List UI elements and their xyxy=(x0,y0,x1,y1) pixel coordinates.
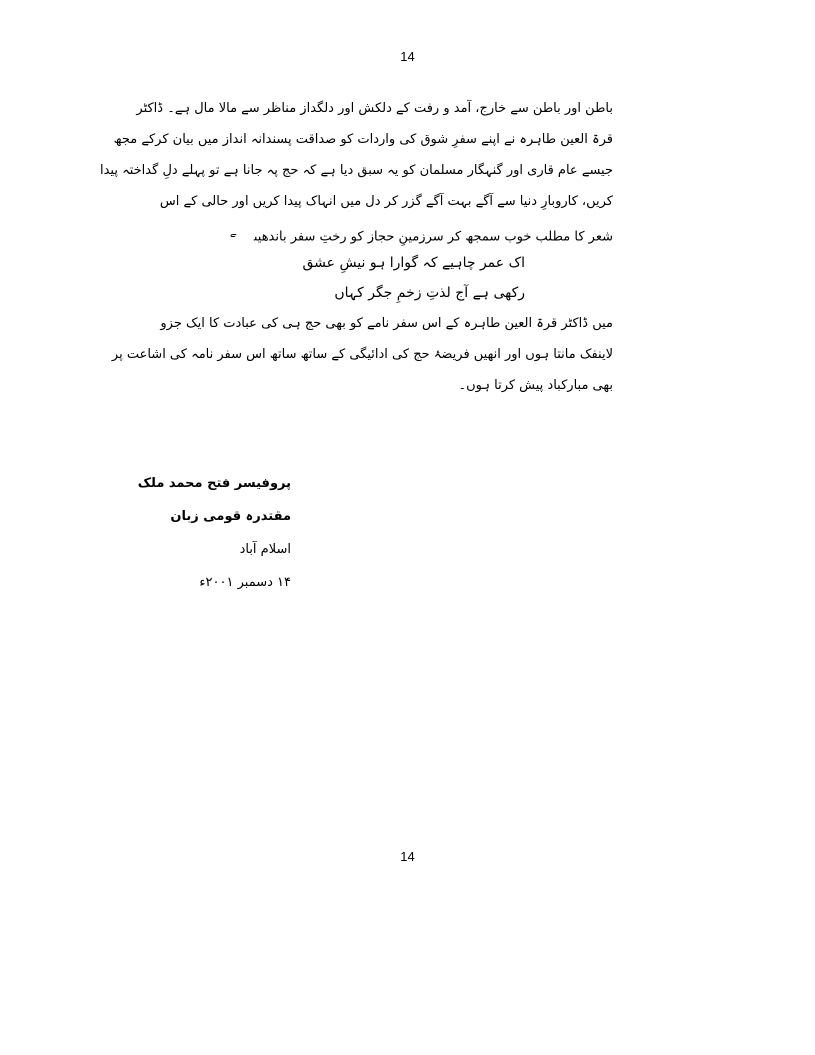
verse-line-2: رکھی ہے آج لذتِ زخمِ جگر کہاں xyxy=(334,285,525,301)
signature-date: ۱۴ دسمبر ۲۰۰۱ء xyxy=(199,575,291,590)
verse-line-1: اک عمر چاہیے کہ گوارا ہو نیشِ عشق xyxy=(302,255,525,271)
paragraph-2-line-1: میں ڈاکٹر قرۃ العین طاہرہ کے اس سفر نامے کو بھی حج ہی کی عبادت کا ایک جزو xyxy=(160,316,613,331)
page-number-top: 14 xyxy=(400,49,415,64)
paragraph-1-line-1: باطن اور باطن سے خارج، آمد و رفت کے دلکش اور دلگداز مناظر سے مالا مال ہے۔ ڈاکٹر xyxy=(136,101,613,116)
paragraph-2-line-2: لاینفک مانتا ہوں اور انھیں فریضۂ حج کی ادائیگی کے ساتھ ساتھ اس سفر نامہ کی اشاعت پر xyxy=(111,347,613,362)
paragraph-1-last-line xyxy=(183,217,613,248)
signature-block xyxy=(137,467,613,599)
paragraph-1-last-line-text: شعر کا مطلب خوب سمجھ کر سرزمینِ حجاز کو رختِ سفر باندھیں xyxy=(253,229,613,245)
signature-name: پروفیسر فتح محمد ملک xyxy=(137,476,291,491)
paragraph-1-line-4: کریں، کاروبارِ دنیا سے آگے بہت آگے گزر کر دل میں انہاک پیدا کریں اور حالی کے اس xyxy=(159,194,613,209)
paragraph-1-line-3: جیسے عام قاری اور گنہگار مسلمان کو یہ سبق دیا ہے کہ حج پہ جانا ہے تو پہلے دلِ گداختہ پیدا xyxy=(100,163,613,178)
body-text xyxy=(100,93,613,401)
paragraph-1-line-2: قرۃ العین طاہرہ نے اپنے سفرِ شوق کی واردات کو صداقت پسندانہ انداز میں بیان کرکے مجھ xyxy=(113,132,613,147)
signature-city: اسلام آباد xyxy=(239,542,291,557)
verse-mark: ے xyxy=(229,227,236,238)
paragraph-2-last-line: بھی مبارکباد پیش کرتا ہوں۔ xyxy=(458,378,613,393)
signature-organization: مقتدرہ قومی زبان xyxy=(170,509,291,524)
page-number-bottom: 14 xyxy=(400,849,415,864)
